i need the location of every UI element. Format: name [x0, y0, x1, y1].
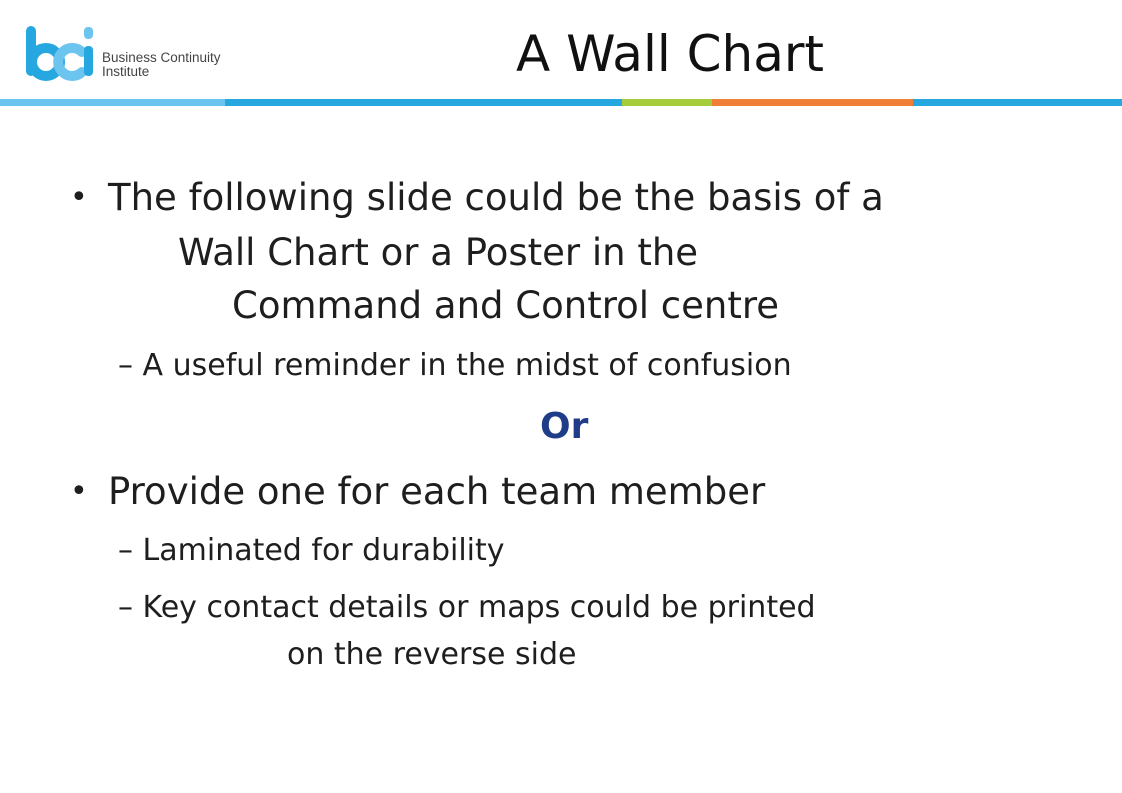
bullet-icon: •: [70, 180, 88, 215]
separator-or: Or: [540, 406, 589, 447]
bullet-1-line-3: Command and Control centre: [232, 284, 780, 327]
bullet-1-line-1: The following slide could be the basis of a: [108, 176, 884, 219]
bullet-2-line-1: Provide one for each team member: [108, 470, 766, 513]
logo-line-1: Business Continuity: [102, 50, 221, 65]
bullet-2-sub-2-line-1: – Key contact details or maps could be printed: [118, 590, 816, 625]
logo-line-2: Institute: [102, 64, 150, 79]
page-title: A Wall Chart: [515, 25, 825, 83]
bullet-1-sub-1: – A useful reminder in the midst of confusion: [118, 348, 792, 383]
bullet-1-line-2: Wall Chart or a Poster in the: [178, 231, 699, 274]
bullet-2-sub-2-line-2: on the reverse side: [287, 637, 577, 672]
bullet-2-sub-1: – Laminated for durability: [118, 533, 505, 568]
bullet-icon: •: [70, 474, 88, 509]
